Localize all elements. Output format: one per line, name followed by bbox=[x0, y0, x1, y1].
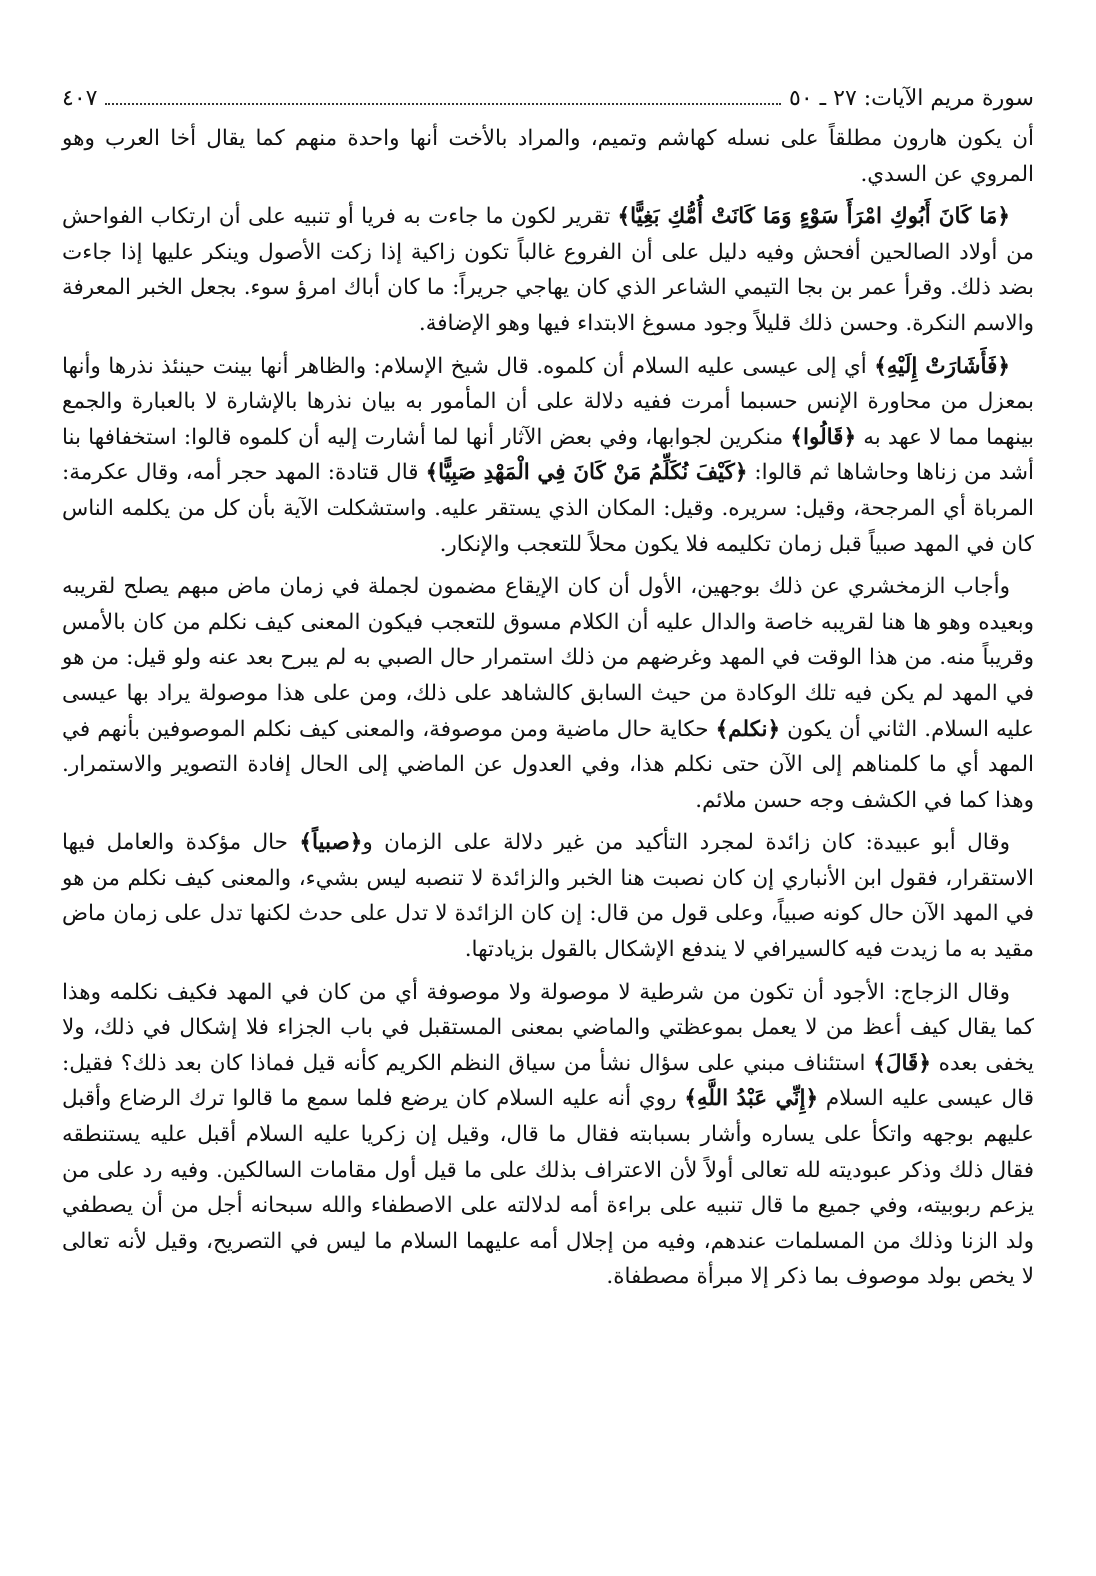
paragraph-text: وقال أبو عبيدة: كان زائدة لمجرد التأكيد من غير دلالة على الزمان و bbox=[362, 830, 1010, 856]
quran-quote: ﴿قَالَ﴾ bbox=[873, 1050, 931, 1076]
paragraph-text: أي إلى عيسى عليه السلام أن كلموه. قال شيخ الإسلام: والظاهر أنها بينت حينئذ نذرها وأنها بمعزل من محاورة الإنس حسبما أمرت ففيه دلالة على أن المأمور به بيان نذرها بالإشارة لا بالعبارة والجمع بينهما مما لا عهد به bbox=[62, 353, 1034, 450]
paragraph-text: وأجاب الزمخشري عن ذلك بوجهين، الأول أن كان الإيقاع مضمون لجملة في زمان ماض مبهم يصلح لقريبه وبعيده وهو ها هنا لقريبه خاصة والدال عليه أن الكلام مسوق للتعجب فيكون المعنى كيف نكلم من كان بالأمس وقريباً منه. من هذا الوقت في المهد وغرضهم من ذلك استمرار حال الصبي به لم يبرح بعد عنه ولو قيل: من هو في المهد لم يكن فيه تلك الوكادة من حيث السابق كالشاهد على ذلك، ومن على هذا موصولة يراد بها عيسى عليه السلام. الثاني أن يكون bbox=[62, 574, 1034, 742]
paragraph bbox=[62, 121, 1034, 192]
paragraph bbox=[62, 569, 1034, 818]
paragraph-text: استئناف مبني على سؤال نشأ من سياق النظم الكريم كأنه قيل فماذا كان بعد ذلك؟ فقيل: قال عيسى عليه السلام bbox=[62, 1050, 1034, 1112]
paragraph-text: تقرير لكون ما جاءت به فريا أو تنبيه على أن ارتكاب الفواحش من أولاد الصالحين أفحش وفيه دليل على أن الفروع غالباً تكون زاكية إذا زكت الأصول وينكر عليها إذا جاءت بضد ذلك. وقرأ عمر بن بجا التيمي الشاعر الذي كان يهاجي جريراً: ما كان أباك امرؤ سوء. بجعل الخبر المعرفة والاسم النكرة. وحسن ذلك قليلاً وجود مسوغ الابتداء فيها وهو الإضافة. bbox=[62, 204, 1034, 336]
quran-quote: ﴿مَا كَانَ أَبُوكِ امْرَأَ سَوْءٍ وَمَا كَانَتْ أُمُّكِ بَغِيًّا﴾ bbox=[617, 204, 1010, 230]
paragraph-text: حكاية حال ماضية ومن موصوفة، والمعنى كيف نكلم الموصوفين بأنهم في المهد أي ما كلمناهم إلى الآن حتى نكلم هذا، وفي العدول عن الماضي إلى الحال إفادة التصوير والاستمرار. وهذا كما في الكشف وجه حسن ملائم. bbox=[62, 716, 1034, 813]
page-number: ٤٠٧ bbox=[62, 86, 98, 111]
paragraph-text: حال مؤكدة والعامل فيها الاستقرار، فقول ابن الأنباري إن كان نصبت هنا الخبر والزائدة لا تنصبه ليس بشيء، والمعنى كيف نكلم من هو في المهد الآن حال كونه صبياً، وعلى قول من قال: إن كان الزائدة لا تدل على حدث لكنها تدل على زمان ماض مقيد به ما زيدت فيه كالسيرافي لا يندفع الإشكال بالقول بزيادتها. bbox=[62, 830, 1034, 963]
quran-quote: ﴿صبياً﴾ bbox=[299, 830, 363, 856]
quran-quote: ﴿كَيْفَ نُكَلِّمُ مَنْ كَانَ فِي الْمَهْدِ صَبِيًّا﴾ bbox=[425, 460, 748, 486]
quran-quote: ﴿نكلم﴾ bbox=[715, 716, 781, 742]
paragraph-text: أن يكون هارون مطلقاً على نسله كهاشم وتميم، والمراد بالأخت أنها واحدة منهم كما يقال أخا العرب وهو المروي عن السدي. bbox=[62, 126, 1034, 187]
paragraph-text: وقال الزجاج: الأجود أن تكون من شرطية لا موصولة ولا موصوفة أي من كان في المهد فكيف نكلمه وهذا كما يقال كيف أعظ من لا يعمل بموعظتي والماضي بمعنى المستقبل في باب الجزاء فلا إشكال في ذلك، ولا يخفى بعده bbox=[62, 979, 1034, 1076]
body-text bbox=[62, 121, 1034, 1295]
paragraph-text: روي أنه عليه السلام كان يرضع فلما سمع ما قالوا ترك الرضاع وأقبل عليهم بوجهه واتكأ على يساره وأشار بسبابته فقال ما قال، وقيل إن زكريا عليه السلام أقبل عليه يستنطقه فقال ذلك وذكر عبوديته لله تعالى أولاً لأن الاعتراف بذلك على ما قيل أول مقامات السالكين. وفيه رد على من يزعم ربوبيته، وفي جميع ما قال تنبيه على براءة أمه لدلالته على الاصطفاء والله سبحانه أجل من أن يصطفي ولد الزنا وذلك من المسلمات عندهم، وفيه من إجلال أمه عليهما السلام ما ليس في التصريح، وقيل لأنه تعالى لا يخص بولد موصوف بما ذكر إلا مبرأة مصطفاة. bbox=[62, 1086, 1034, 1290]
paragraph bbox=[62, 975, 1034, 1295]
paragraph-text: قال قتادة: المهد حجر أمه، وقال عكرمة: المرباة أي المرجحة، وقيل: سريره. وقيل: المكان الذي يستقر عليه. واستشكلت الآية بأن كل من يكلمه الناس كان في المهد صبياً قبل زمان تكليمه فلا يكون محلاً للتعجب والإنكار. bbox=[62, 460, 1034, 557]
leader-dots bbox=[105, 102, 781, 105]
running-title: سورة مريم الآيات: ٢٧ ـ ٥٠ bbox=[789, 86, 1034, 111]
book-page bbox=[62, 82, 1034, 1302]
paragraph bbox=[62, 199, 1034, 341]
paragraph bbox=[62, 825, 1034, 967]
running-header bbox=[62, 82, 1034, 117]
quran-quote: ﴿فَأَشَارَتْ إِلَيْهِ﴾ bbox=[874, 353, 1010, 379]
paragraph bbox=[62, 349, 1034, 563]
quran-quote: ﴿قَالُوا﴾ bbox=[790, 424, 857, 450]
paragraph-text: منكرين لجوابها، وفي بعض الآثار أنها لما أشارت إليه أن كلموه قالوا: استخفافها بنا أشد من زناها وحاشاها ثم قالوا: bbox=[62, 424, 1034, 486]
quran-quote: ﴿إِنِّي عَبْدُ اللَّهِ﴾ bbox=[684, 1086, 819, 1112]
